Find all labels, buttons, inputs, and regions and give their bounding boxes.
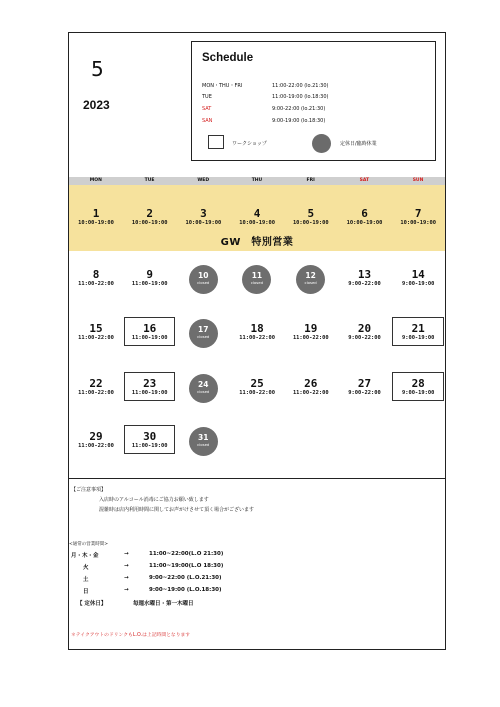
- hours-closed-days: 毎週水曜日・第一木曜日: [133, 601, 194, 607]
- calendar-day: [338, 323, 392, 342]
- hours-row-time: 9:00~19:00 (L.O.18:30): [149, 587, 222, 593]
- month-number: 5: [91, 57, 104, 81]
- schedule-row-hours: 9:00-19:00 (lo.18:30): [272, 118, 326, 124]
- schedule-row-days: MON・THU・FRI: [202, 83, 243, 89]
- hours-row-arrow: →: [124, 587, 129, 593]
- hours-row-label: 火: [83, 565, 89, 571]
- schedule-row-hours: 11:00-22:00 (lo.21:30): [272, 83, 329, 89]
- day-number: 4: [253, 207, 261, 220]
- hours-closed-label: 【 定休日】: [77, 601, 107, 607]
- day-number: 18: [250, 322, 264, 335]
- day-number: 25: [250, 377, 264, 390]
- day-number: 6: [361, 207, 368, 220]
- day-hours: 9:00-19:00: [401, 335, 435, 341]
- hours-row-label: 日: [83, 589, 89, 595]
- closed-label: closed: [304, 280, 317, 285]
- closed-day-circle: [189, 374, 218, 403]
- day-hours: 9:00-19:00: [401, 390, 435, 396]
- day-hours: 9:00-22:00: [348, 281, 381, 287]
- day-hours: 11:00-19:00: [131, 281, 168, 287]
- schedule-row-days: SAN: [202, 118, 213, 124]
- day-number: 29: [89, 430, 103, 443]
- calendar-day: [123, 431, 177, 450]
- weekday-tue: TUE: [144, 178, 155, 183]
- day-hours: 10:00-19:00: [239, 220, 275, 226]
- closed-label: closed: [197, 280, 210, 285]
- schedule-row-hours: 11:00-19:00 (lo.18:30): [272, 94, 329, 100]
- notes-line: 入店時のアルコール消毒にご協力お願い致します: [99, 497, 209, 503]
- calendar-day: [284, 323, 338, 342]
- calendar-day: [123, 323, 177, 342]
- day-hours: 10:00-19:00: [131, 220, 168, 226]
- day-number: 14: [411, 268, 425, 281]
- weekday-sat: SAT: [359, 178, 370, 183]
- day-hours: 11:00-22:00: [292, 390, 329, 396]
- calendar-day: [284, 378, 338, 397]
- hours-row-time: 11:00~19:00(L.O 18:30): [149, 563, 224, 569]
- calendar-day: [391, 323, 445, 342]
- day-number: 5: [307, 207, 315, 220]
- day-hours: 11:00-22:00: [78, 390, 114, 396]
- day-number: 3: [200, 207, 207, 220]
- weekday-header: [69, 177, 445, 185]
- calendar-day: [69, 431, 123, 450]
- hours-row-arrow: →: [124, 575, 129, 581]
- hours-row-arrow: →: [124, 563, 129, 569]
- day-number: 24: [198, 380, 209, 389]
- closed-day-circle: [189, 427, 218, 456]
- schedule-row-days: TUE: [202, 94, 212, 100]
- day-hours: 10:00-19:00: [78, 220, 114, 226]
- hours-row-arrow: →: [124, 551, 129, 557]
- gw-title: GW 特別営業: [220, 237, 294, 248]
- schedule-row: [202, 94, 328, 100]
- day-number: 7: [414, 207, 422, 220]
- workshop-legend-label: ワークショップ: [232, 141, 267, 147]
- day-number: 26: [304, 377, 318, 390]
- year-label: 2023: [83, 98, 110, 112]
- day-number: 21: [411, 322, 425, 335]
- divider: [69, 478, 445, 479]
- day-hours: 11:00-19:00: [131, 443, 168, 449]
- day-hours: 11:00-22:00: [78, 335, 114, 341]
- day-hours: 9:00-19:00: [401, 281, 435, 287]
- day-number: 22: [89, 377, 103, 390]
- day-hours: 11:00-22:00: [292, 335, 329, 341]
- schedule-row: [202, 118, 325, 124]
- hours-row-time: 9:00~22:00 (L.O.21:30): [149, 575, 222, 581]
- day-number: 30: [143, 430, 157, 443]
- day-number: 12: [305, 271, 316, 280]
- schedule-row: [202, 106, 325, 112]
- calendar-day: [123, 378, 177, 397]
- hours-heading: <通常の営業時間>: [69, 542, 109, 547]
- day-hours: 11:00-22:00: [78, 281, 114, 287]
- calendar-day: [230, 378, 284, 397]
- day-hours: 11:00-22:00: [78, 443, 114, 449]
- day-number: 17: [198, 325, 209, 334]
- hours-row-label: 土: [83, 577, 89, 583]
- notes-section: [71, 486, 254, 513]
- day-hours: 9:00-22:00: [348, 390, 381, 396]
- calendar-day: [391, 378, 445, 397]
- day-hours: 10:00-19:00: [185, 220, 222, 226]
- weekday-thu: THU: [251, 178, 263, 183]
- closed-day-circle: [189, 265, 218, 294]
- schedule-box: [191, 41, 436, 161]
- calendar-day: [69, 208, 123, 227]
- day-hours: 11:00-22:00: [239, 390, 275, 396]
- closed-label: closed: [197, 334, 210, 339]
- closed-label: closed: [197, 442, 210, 447]
- day-number: 27: [357, 377, 372, 390]
- calendar-day: [176, 208, 230, 227]
- hours-row-label: 月・木・金: [71, 553, 99, 559]
- day-number: 15: [89, 322, 103, 335]
- weekday-sun: SUN: [412, 178, 424, 183]
- footnote: ＊テイクアウトのドリンクもL.O.は上記時間となります: [71, 633, 191, 638]
- weekday-mon: MON: [89, 178, 102, 183]
- calendar-day: [230, 323, 284, 342]
- calendar-day: [230, 208, 284, 227]
- closed-label: closed: [250, 280, 264, 285]
- day-number: 8: [92, 268, 100, 281]
- day-number: 11: [251, 271, 263, 280]
- day-hours: 10:00-19:00: [292, 220, 329, 226]
- day-number: 10: [198, 271, 209, 280]
- calendar-day: [338, 208, 392, 227]
- weekday-wed: WED: [197, 178, 210, 183]
- day-hours: 11:00-19:00: [131, 335, 168, 341]
- closed-day-circle: [189, 319, 218, 348]
- calendar-day: [69, 323, 123, 342]
- day-number: 31: [198, 433, 209, 442]
- day-hours: 11:00-22:00: [239, 335, 275, 341]
- day-number: 19: [304, 322, 318, 335]
- calendar-day: [69, 378, 123, 397]
- day-hours: 9:00-22:00: [348, 335, 381, 341]
- day-number: 16: [143, 322, 157, 335]
- schedule-row-hours: 9:00-22:00 (lo.21:30): [272, 106, 326, 112]
- calendar-day: [338, 269, 392, 288]
- day-number: 1: [92, 207, 100, 220]
- calendar-day: [123, 269, 177, 288]
- day-number: 20: [357, 322, 372, 335]
- day-number: 28: [411, 377, 425, 390]
- day-hours: 10:00-19:00: [400, 220, 437, 226]
- day-number: 2: [146, 207, 153, 220]
- calendar-day: [284, 208, 338, 227]
- closed-day-circle: [242, 265, 271, 294]
- closed-legend-label: 定休日/臨時休業: [340, 141, 377, 147]
- calendar-day: [391, 269, 445, 288]
- schedule-row-days: SAT: [202, 106, 212, 112]
- hours-row-time: 11:00~22:00(L.O 21:30): [149, 551, 224, 557]
- notes-line: 混雑時は店内利用時間に関してお声がけさせて頂く場合がございます: [99, 507, 255, 513]
- calendar-day: [123, 208, 177, 227]
- notes-heading: 【ご注意事項】: [71, 487, 107, 493]
- closed-day-circle: [296, 265, 325, 294]
- weekday-fri: FRI: [306, 178, 315, 183]
- day-number: 9: [146, 268, 153, 281]
- calendar-day: [338, 378, 392, 397]
- calendar-day: [69, 269, 123, 288]
- schedule-title: Schedule: [202, 52, 254, 64]
- calendar-day: [391, 208, 445, 227]
- closed-label: closed: [197, 389, 210, 394]
- closed-legend-circle: [312, 134, 331, 153]
- day-hours: 10:00-19:00: [346, 220, 383, 226]
- day-number: 13: [357, 268, 372, 281]
- calendar-sheet: [68, 32, 446, 650]
- workshop-legend-square: [208, 135, 224, 149]
- schedule-row: [202, 82, 328, 89]
- day-hours: 11:00-19:00: [131, 390, 168, 396]
- day-number: 23: [143, 377, 157, 390]
